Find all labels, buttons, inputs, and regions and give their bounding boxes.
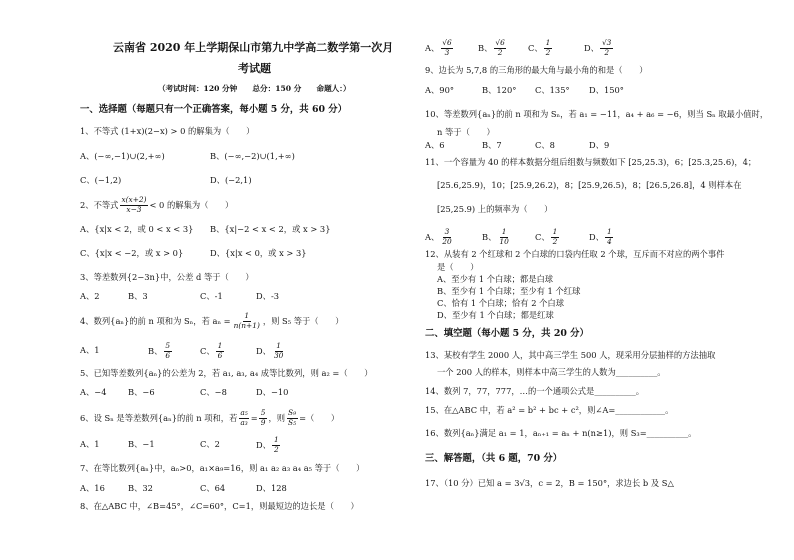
question-9-option-d: D、150°: [589, 85, 624, 95]
fraction-denominator: 3: [444, 48, 450, 57]
question-2-stem-suffix: < 0 的解集为（ ）: [149, 200, 234, 210]
question-7-option-a: A、16: [80, 483, 105, 493]
fraction-denominator: 4: [606, 237, 612, 246]
fraction-denominator: 2: [273, 445, 279, 454]
question-6-stem-part2: ，则: [268, 413, 286, 423]
question-6-option-d: [256, 436, 282, 455]
question-4-option-a: A、1: [80, 345, 100, 355]
option-label: D、: [589, 232, 604, 242]
question-7-option-b: B、32: [128, 483, 153, 493]
question-6-fraction-3: [287, 409, 298, 427]
question-3-option-c: C、-1: [200, 291, 223, 301]
question-1-option-c: C、(−1,2): [80, 175, 122, 185]
question-17-stem: 17、（10 分）已知 a = 3√3，c = 2，B = 150°，求边长 b 及 S△: [425, 478, 674, 488]
question-5-option-b: B、−6: [128, 387, 155, 397]
question-11-stem-line2: [25.6,25.9)，10；[25.9,26.2)，8；[25.9,26.5)，8；[26.5,26.8]，4 则样本在: [437, 180, 742, 190]
option-label: B、: [148, 346, 163, 356]
question-10-stem-line1: 10、等差数列{aₙ}的前 n 项和为 Sₙ，若 a₁ = −11，a₄ + a₆ = −6，则当 Sₙ 取最小值时，: [425, 109, 769, 119]
question-16-stem: 16、数列{aₙ}满足 a₁ = 1，aₙ₊₁ = aₙ + n(n≥1)，则 S₃=__________。: [425, 428, 697, 438]
fraction-numerator: 1: [552, 227, 558, 237]
option-label: D、: [584, 43, 599, 53]
option-fraction: [272, 342, 284, 360]
question-6-equals: =: [250, 413, 258, 423]
question-10-option-c: C、8: [535, 140, 555, 150]
question-6-option-c: C、2: [200, 439, 220, 449]
right-column: [421, 0, 787, 560]
question-8-stem: 8、在△ABC 中，∠B=45°，∠C=60°，C=1，则最短边的边长是（ ）: [80, 501, 359, 511]
fraction-denominator: 2: [545, 48, 551, 57]
question-12-stem-line1: 12、从装有 2 个红球和 2 个白球的口袋内任取 2 个球，互斥而不对应的两个事件: [425, 249, 725, 259]
question-11-option-d: [589, 228, 615, 247]
question-4-option-c: [200, 342, 225, 361]
question-12-option-a: A、至少有 1 个白球；都是白球: [437, 274, 554, 284]
question-11-option-a: [425, 228, 455, 247]
question-5-option-d: D、−10: [256, 387, 289, 397]
question-4-stem-prefix: 4、数列{aₙ}的前 n 项和为 Sₙ，若 aₙ =: [80, 316, 231, 326]
question-3-stem: 3、等差数列{2−3n}中，公差 d 等于（ ）: [80, 272, 254, 282]
fraction-denominator: 30: [273, 351, 284, 360]
question-6-fraction-2: [259, 409, 267, 427]
question-2-option-d: D、{x|x < 0，或 x > 3}: [210, 248, 307, 258]
question-9-option-c: C、135°: [535, 85, 570, 95]
fraction-numerator: √6: [495, 38, 505, 48]
fraction-denominator: 10: [499, 237, 509, 246]
question-8-option-a: [425, 39, 455, 58]
fraction-numerator: 5: [260, 408, 266, 418]
option-label: C、: [528, 43, 543, 53]
fraction-numerator: 3: [444, 227, 450, 237]
question-2-option-c: C、{x|x < −2，或 x > 0}: [80, 248, 184, 258]
question-13-stem-line2: 一个 200 人的样本，则样本中高三学生的人数为__________。: [437, 367, 666, 377]
question-5-option-a: A、−4: [80, 387, 107, 397]
fraction-denominator: n(n+1): [233, 321, 260, 330]
question-2-stem-prefix: 2、不等式: [80, 200, 119, 210]
question-4-stem-suffix: ，则 S₅ 等于（ ）: [262, 316, 344, 326]
question-1-option-d: D、(−2,1): [210, 175, 252, 185]
fraction-numerator: √3: [601, 38, 612, 48]
question-12-stem-line2: 是（ ）: [437, 262, 479, 272]
option-fraction: [272, 436, 280, 454]
question-10-option-d: D、9: [589, 140, 610, 150]
section-heading-solutions: 三、解答题，（共 6 题，70 分）: [425, 453, 563, 464]
fraction-numerator: 1: [545, 38, 551, 48]
option-label: A、: [425, 232, 440, 242]
option-label: A、: [425, 43, 440, 53]
option-fraction: [551, 228, 559, 246]
exam-info: （考试时间：120 分钟 总分：150 分 命题人：）: [158, 84, 351, 93]
fraction-numerator: 1: [244, 311, 250, 321]
question-9-option-a: A、90°: [425, 85, 454, 95]
question-12-option-d: D、至少有 1 个白球；都是红球: [437, 310, 554, 320]
fraction-denominator: S₅: [288, 418, 297, 427]
option-label: C、: [535, 232, 550, 242]
question-11-stem-line1: 11、一个容量为 40 的样本数据分组后组数与频数如下 [25,25.3)，6；[25.3,25.6)，4；: [425, 157, 757, 167]
question-6-stem-part3: =（ ）: [299, 413, 340, 423]
question-15-stem: 15、在△ABC 中，若 a² = b² + bc + c²，则∠A=____________。: [425, 405, 674, 415]
question-4-fraction: [232, 312, 261, 330]
option-label: D、: [256, 440, 271, 450]
question-2-option-a: A、{x|x < 2，或 0 < x < 3}: [80, 224, 194, 234]
question-12-option-b: B、至少有 1 个白球；至少有 1 个红球: [437, 286, 581, 296]
section-heading-choice: 一、选择题（每题只有一个正确答案，每小题 5 分，共 60 分）: [80, 104, 348, 115]
question-11-option-c: [535, 228, 560, 247]
question-8-option-d: [584, 39, 614, 58]
question-6-stem-part1: 6、设 Sₙ 是等差数列{aₙ}的前 n 项和，若: [80, 413, 238, 423]
fraction-denominator: 6: [217, 351, 223, 360]
question-12-option-c: C、恰有 1 个白球；恰有 2 个白球: [437, 298, 565, 308]
option-fraction: [498, 228, 510, 246]
question-6-option-a: A、1: [80, 439, 100, 449]
question-4-option-b: [148, 342, 173, 361]
question-3-option-a: A、2: [80, 291, 100, 301]
question-6-stem: [80, 409, 339, 428]
question-6-fraction-1: [239, 409, 249, 427]
fraction-numerator: 1: [276, 341, 281, 351]
option-label: C、: [200, 346, 215, 356]
option-fraction: [441, 39, 453, 57]
question-9-option-b: B、120°: [482, 85, 517, 95]
fraction-numerator: x(x+2): [121, 195, 147, 205]
option-label: D、: [256, 346, 271, 356]
question-7-stem: 7、在等比数列{aₙ}中，aₙ>0，a₁×a₉=16，则 a₁ a₂ a₃ a₄ a₅ 等于（ ）: [80, 463, 365, 473]
fraction-numerator: √6: [442, 38, 452, 48]
question-10-option-a: A、6: [425, 140, 445, 150]
option-fraction: [164, 342, 172, 360]
fraction-numerator: 1: [606, 227, 612, 237]
option-label: B、: [478, 43, 493, 53]
question-1-stem: 1、不等式 (1+x)(2−x) > 0 的解集为（ ）: [80, 126, 255, 136]
question-8-option-b: [478, 39, 508, 58]
question-8-option-c: [528, 39, 553, 58]
question-13-stem-line1: 13、某校有学生 2000 人，其中高三学生 500 人，现采用分层抽样的方法抽取: [425, 350, 716, 360]
option-fraction: [600, 39, 612, 57]
question-14-stem: 14、数列 7，77，777，…的一个通项公式是__________。: [425, 386, 645, 396]
fraction-denominator: 9: [260, 418, 266, 427]
exam-title-line2: 考试题: [238, 62, 271, 75]
fraction-numerator: S₉: [288, 408, 297, 418]
question-11-option-b: [482, 228, 512, 247]
option-fraction: [605, 228, 613, 246]
fraction-denominator: 6: [165, 351, 171, 360]
fraction-denominator: x−3: [126, 205, 142, 214]
option-fraction: [441, 228, 453, 246]
question-2-option-b: B、{x|−2 < x < 2，或 x > 3}: [210, 224, 331, 234]
question-3-option-b: B、3: [128, 291, 148, 301]
question-4-option-d: [256, 342, 286, 361]
fraction-numerator: a₅: [240, 408, 248, 418]
fraction-denominator: 2: [497, 48, 503, 57]
fraction-denominator: a₃: [240, 418, 248, 427]
option-fraction: [494, 39, 506, 57]
question-6-option-b: B、−1: [128, 439, 155, 449]
fraction-denominator: 2: [604, 48, 610, 57]
question-10-option-b: B、7: [482, 140, 502, 150]
left-column: [78, 0, 420, 560]
question-11-stem-line3: [25,25.9) 上的频率为（ ）: [437, 204, 553, 214]
fraction-denominator: 2: [552, 237, 558, 246]
question-7-option-c: C、64: [200, 483, 226, 493]
question-2-stem: [80, 196, 233, 215]
exam-title-line1: 云南省 2020 年上学期保山市第九中学高二数学第一次月: [113, 41, 394, 54]
fraction-denominator: 20: [442, 237, 452, 246]
question-10-stem-line2: n 等于（ ）: [437, 127, 495, 137]
question-1-option-b: B、(−∞,−2)∪(1,+∞): [210, 151, 295, 161]
section-heading-fill-in: 二、填空题（每小题 5 分，共 20 分）: [425, 328, 589, 339]
question-3-option-d: D、-3: [256, 291, 280, 301]
fraction-numerator: 1: [273, 435, 279, 445]
question-5-option-c: C、−8: [200, 387, 227, 397]
fraction-numerator: 5: [165, 341, 171, 351]
question-4-stem: [80, 312, 344, 331]
option-fraction: [216, 342, 224, 360]
question-9-stem: 9、边长为 5,7,8 的三角形的最大角与最小角的和是（ ）: [425, 65, 648, 75]
question-1-option-a: A、(−∞,−1)∪(2,+∞): [80, 151, 165, 161]
question-5-stem: 5、已知等差数列{aₙ}的公差为 2，若 a₁, a₃, a₄ 成等比数列，则 a₂ =（ ）: [80, 368, 373, 378]
option-fraction: [544, 39, 552, 57]
fraction-numerator: 1: [501, 227, 507, 237]
fraction-numerator: 1: [217, 341, 223, 351]
option-label: B、: [482, 232, 497, 242]
question-2-fraction: [120, 196, 148, 214]
question-7-option-d: D、128: [256, 483, 287, 493]
